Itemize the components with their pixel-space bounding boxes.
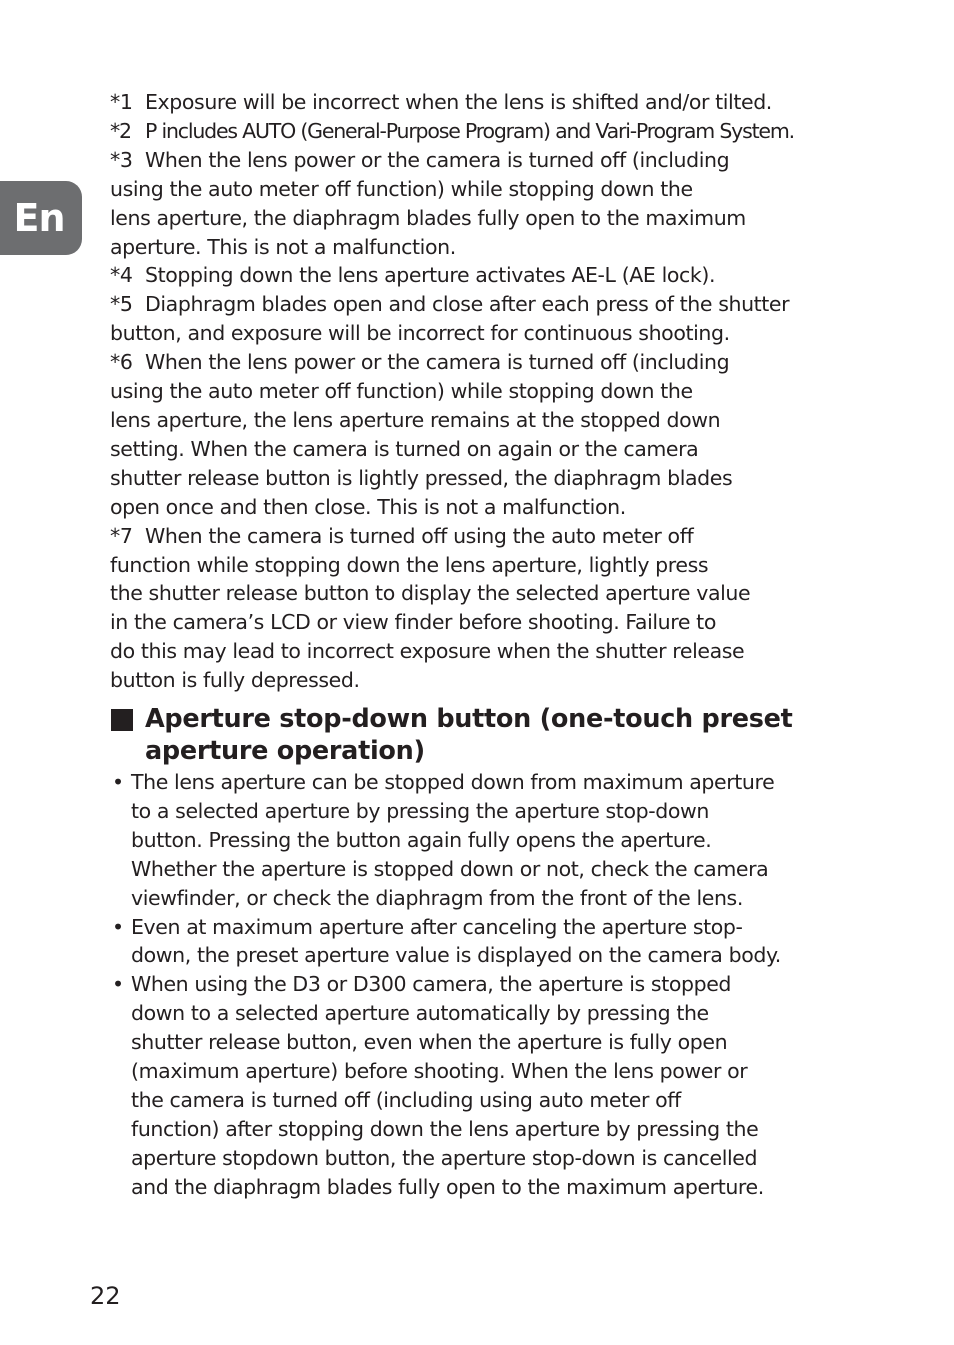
bullet-dot-icon: • xyxy=(112,914,124,939)
section-heading-text: aperture operation) xyxy=(145,736,425,767)
language-tab-label: En xyxy=(13,196,65,240)
bullet-text: Whether the aperture is stopped down or not, check the camera xyxy=(131,856,769,881)
bullet-text: When using the D3 or D300 camera, the aperture is stopped xyxy=(131,972,732,997)
footnote-3 xyxy=(110,146,850,262)
bullet-text: Even at maximum aperture after canceling the aperture stop- xyxy=(131,914,743,939)
bullet-text: (maximum aperture) before shooting. When the lens power or xyxy=(131,1059,748,1084)
footnote-mark: *6 xyxy=(110,350,133,375)
footnote-text: button, and exposure will be incorrect for continuous shooting. xyxy=(110,321,730,346)
bullet-text: and the diaphragm blades fully open to the maximum aperture. xyxy=(131,1174,764,1199)
bullet-text: to a selected aperture by pressing the aperture stop-down xyxy=(131,798,709,823)
footnote-5 xyxy=(110,290,850,348)
bullet-text: The lens aperture can be stopped down from maximum aperture xyxy=(131,770,775,795)
footnote-text: using the auto meter off function) while stopping down the xyxy=(110,379,693,404)
footnote-mark: *3 xyxy=(110,147,133,172)
footnote-text: using the auto meter off function) while stopping down the xyxy=(110,176,693,201)
bullet-text: aperture stopdown button, the aperture stop-down is cancelled xyxy=(131,1145,758,1170)
section-heading-text: Aperture stop-down button (one-touch preset xyxy=(145,704,793,735)
bullet-item-1 xyxy=(110,768,850,913)
bullet-dot-icon: • xyxy=(112,770,124,795)
footnote-mark: *7 xyxy=(110,523,133,548)
square-bullet-icon xyxy=(111,709,133,731)
bullet-item-2 xyxy=(110,913,850,971)
bullet-text: shutter release button, even when the aperture is fully open xyxy=(131,1030,728,1055)
footnote-mark: *5 xyxy=(110,292,133,317)
bullet-text: down to a selected aperture automatically by pressing the xyxy=(131,1001,709,1026)
footnote-mark: *4 xyxy=(110,263,133,288)
footnote-text: button is fully depressed. xyxy=(110,668,360,693)
footnote-text: setting. When the camera is turned on again or the camera xyxy=(110,436,699,461)
footnote-text: P includes AUTO (General-Purpose Program) and Vari-Program System. xyxy=(145,118,794,143)
footnote-2 xyxy=(110,117,850,146)
bullet-text: down, the preset aperture value is displayed on the camera body. xyxy=(131,943,781,968)
footnote-text: When the camera is turned off using the auto meter off xyxy=(145,523,694,548)
footnote-text: aperture. This is not a malfunction. xyxy=(110,234,456,259)
page-content xyxy=(110,88,850,1202)
footnote-text: When the lens power or the camera is turned off (including xyxy=(145,147,730,172)
footnote-text: open once and then close. This is not a malfunction. xyxy=(110,494,626,519)
footnote-text: Diaphragm blades open and close after each press of the shutter xyxy=(145,292,790,317)
page-number: 22 xyxy=(90,1282,121,1310)
footnote-text: lens aperture, the lens aperture remains at the stopped down xyxy=(110,407,721,432)
footnote-text: the shutter release button to display the selected aperture value xyxy=(110,581,751,606)
footnote-text: do this may lead to incorrect exposure when the shutter release xyxy=(110,639,745,664)
footnote-text: lens aperture, the diaphragm blades fully open to the maximum xyxy=(110,205,746,230)
footnote-text: shutter release button is lightly pressed, the diaphragm blades xyxy=(110,465,733,490)
footnote-text: When the lens power or the camera is turned off (including xyxy=(145,350,730,375)
footnote-text: in the camera’s LCD or view finder before shooting. Failure to xyxy=(110,610,716,635)
bullet-dot-icon: • xyxy=(112,972,124,997)
footnote-mark: *1 xyxy=(110,90,133,114)
bullet-item-3 xyxy=(110,970,850,1201)
bullet-text: function) after stopping down the lens aperture by pressing the xyxy=(131,1116,759,1141)
footnote-text: Stopping down the lens aperture activates AE-L (AE lock). xyxy=(145,263,716,288)
footnote-6 xyxy=(110,348,850,521)
footnote-mark: *2 xyxy=(110,118,131,143)
footnote-text: Exposure will be incorrect when the lens is shifted and/or tilted. xyxy=(145,90,772,114)
footnote-4 xyxy=(110,261,850,290)
footnote-1 xyxy=(110,88,850,117)
footnote-text: function while stopping down the lens aperture, lightly press xyxy=(110,552,709,577)
bullet-text: viewfinder, or check the diaphragm from the front of the lens. xyxy=(131,885,743,910)
language-tab xyxy=(0,181,82,255)
section-heading xyxy=(110,703,850,767)
bullet-text: button. Pressing the button again fully opens the aperture. xyxy=(131,827,712,852)
bullet-text: the camera is turned off (including using auto meter off xyxy=(131,1088,681,1112)
footnote-7 xyxy=(110,522,850,695)
